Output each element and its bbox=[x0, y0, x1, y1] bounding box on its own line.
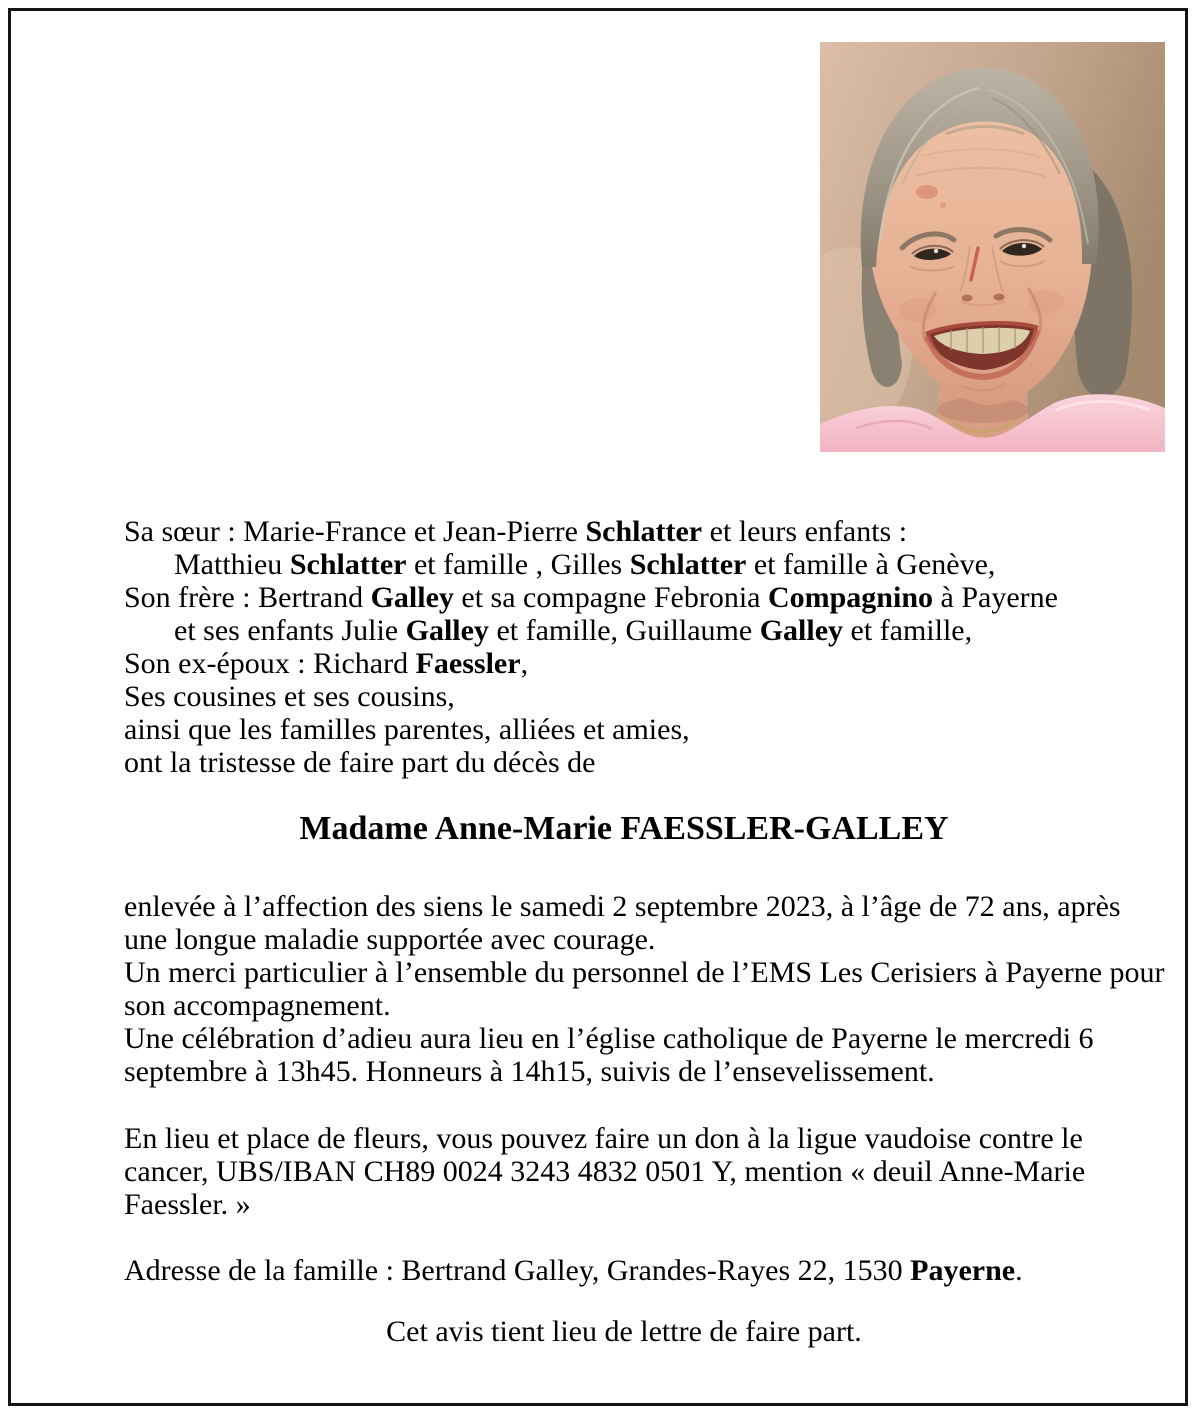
family-line bbox=[124, 647, 1124, 680]
family-line bbox=[124, 581, 1124, 614]
surname-bold: Galley bbox=[370, 581, 454, 614]
text-segment: Son ex-époux : Richard bbox=[124, 647, 416, 680]
surname-bold: Compagnino bbox=[767, 581, 934, 614]
portrait-photo bbox=[820, 42, 1165, 452]
deceased-name: Madame Anne-Marie FAESSLER-GALLEY bbox=[299, 810, 949, 847]
donation-line: En lieu et place de fleurs, vous pouvez faire un don à la ligue vaudoise contre le bbox=[124, 1122, 1083, 1155]
text-segment: à Payerne bbox=[933, 581, 1058, 614]
surname-bold: Faessler bbox=[415, 647, 521, 680]
family-line bbox=[124, 680, 1124, 713]
detail-line: une longue maladie supportée avec courage. bbox=[124, 923, 656, 956]
surname-bold: Galley bbox=[405, 614, 489, 647]
family-line bbox=[124, 746, 1124, 779]
portrait-illustration bbox=[820, 42, 1165, 452]
family-line bbox=[124, 713, 1124, 746]
detail-line: Une célébration d’adieu aura lieu en l’église catholique de Payerne le mercredi 6 bbox=[124, 1022, 1094, 1055]
text-segment: et famille, Guillaume bbox=[488, 614, 760, 647]
closing-line: Cet avis tient lieu de lettre de faire part. bbox=[386, 1315, 862, 1348]
family-line bbox=[124, 614, 1124, 647]
family-line bbox=[124, 548, 1124, 581]
text-segment: et leurs enfants : bbox=[702, 515, 908, 548]
donation-paragraph bbox=[124, 1122, 1124, 1221]
text-segment: Ses cousines et ses cousins, bbox=[124, 680, 455, 713]
text-segment: Son frère : Bertrand bbox=[124, 581, 371, 614]
text-segment: ont la tristesse de faire part du décès de bbox=[124, 746, 596, 779]
family-line bbox=[124, 515, 1124, 548]
text-segment: , bbox=[520, 647, 529, 680]
text-segment: et famille à Genève, bbox=[746, 548, 996, 581]
text-segment: Sa sœur : Marie-France et Jean-Pierre bbox=[124, 515, 586, 548]
text-segment: et famille , Gilles bbox=[406, 548, 630, 581]
text-segment: et sa compagne Febronia bbox=[453, 581, 768, 614]
detail-line: enlevée à l’affection des siens le samedi 2 septembre 2023, à l’âge de 72 ans, après bbox=[124, 890, 1121, 923]
surname-bold: Schlatter bbox=[629, 548, 747, 581]
detail-line: son accompagnement. bbox=[124, 989, 391, 1022]
text-segment: et ses enfants Julie bbox=[174, 614, 406, 647]
city-bold: Payerne bbox=[910, 1254, 1016, 1287]
family-announcement bbox=[124, 515, 1124, 779]
surname-bold: Galley bbox=[759, 614, 844, 647]
text-segment: . bbox=[1015, 1254, 1023, 1287]
surname-bold: Schlatter bbox=[585, 515, 703, 548]
text-segment: Matthieu bbox=[174, 548, 290, 581]
text-segment: Adresse de la famille : Bertrand Galley, Grandes-Rayes 22, 1530 bbox=[124, 1254, 911, 1287]
donation-line: Faessler. » bbox=[124, 1188, 251, 1221]
donation-line: cancer, UBS/IBAN CH89 0024 3243 4832 0501 Y, mention « deuil Anne-Marie bbox=[124, 1155, 1086, 1188]
detail-line: septembre à 13h45. Honneurs à 14h15, suivis de l’ensevelissement. bbox=[124, 1055, 935, 1088]
family-address bbox=[124, 1254, 1124, 1287]
detail-line: Un merci particulier à l’ensemble du personnel de l’EMS Les Cerisiers à Payerne pour bbox=[124, 956, 1165, 989]
text-segment: ainsi que les familles parentes, alliées et amies, bbox=[124, 713, 690, 746]
text-segment: et famille, bbox=[843, 614, 973, 647]
surname-bold: Schlatter bbox=[289, 548, 407, 581]
death-details-paragraph bbox=[124, 890, 1165, 1088]
